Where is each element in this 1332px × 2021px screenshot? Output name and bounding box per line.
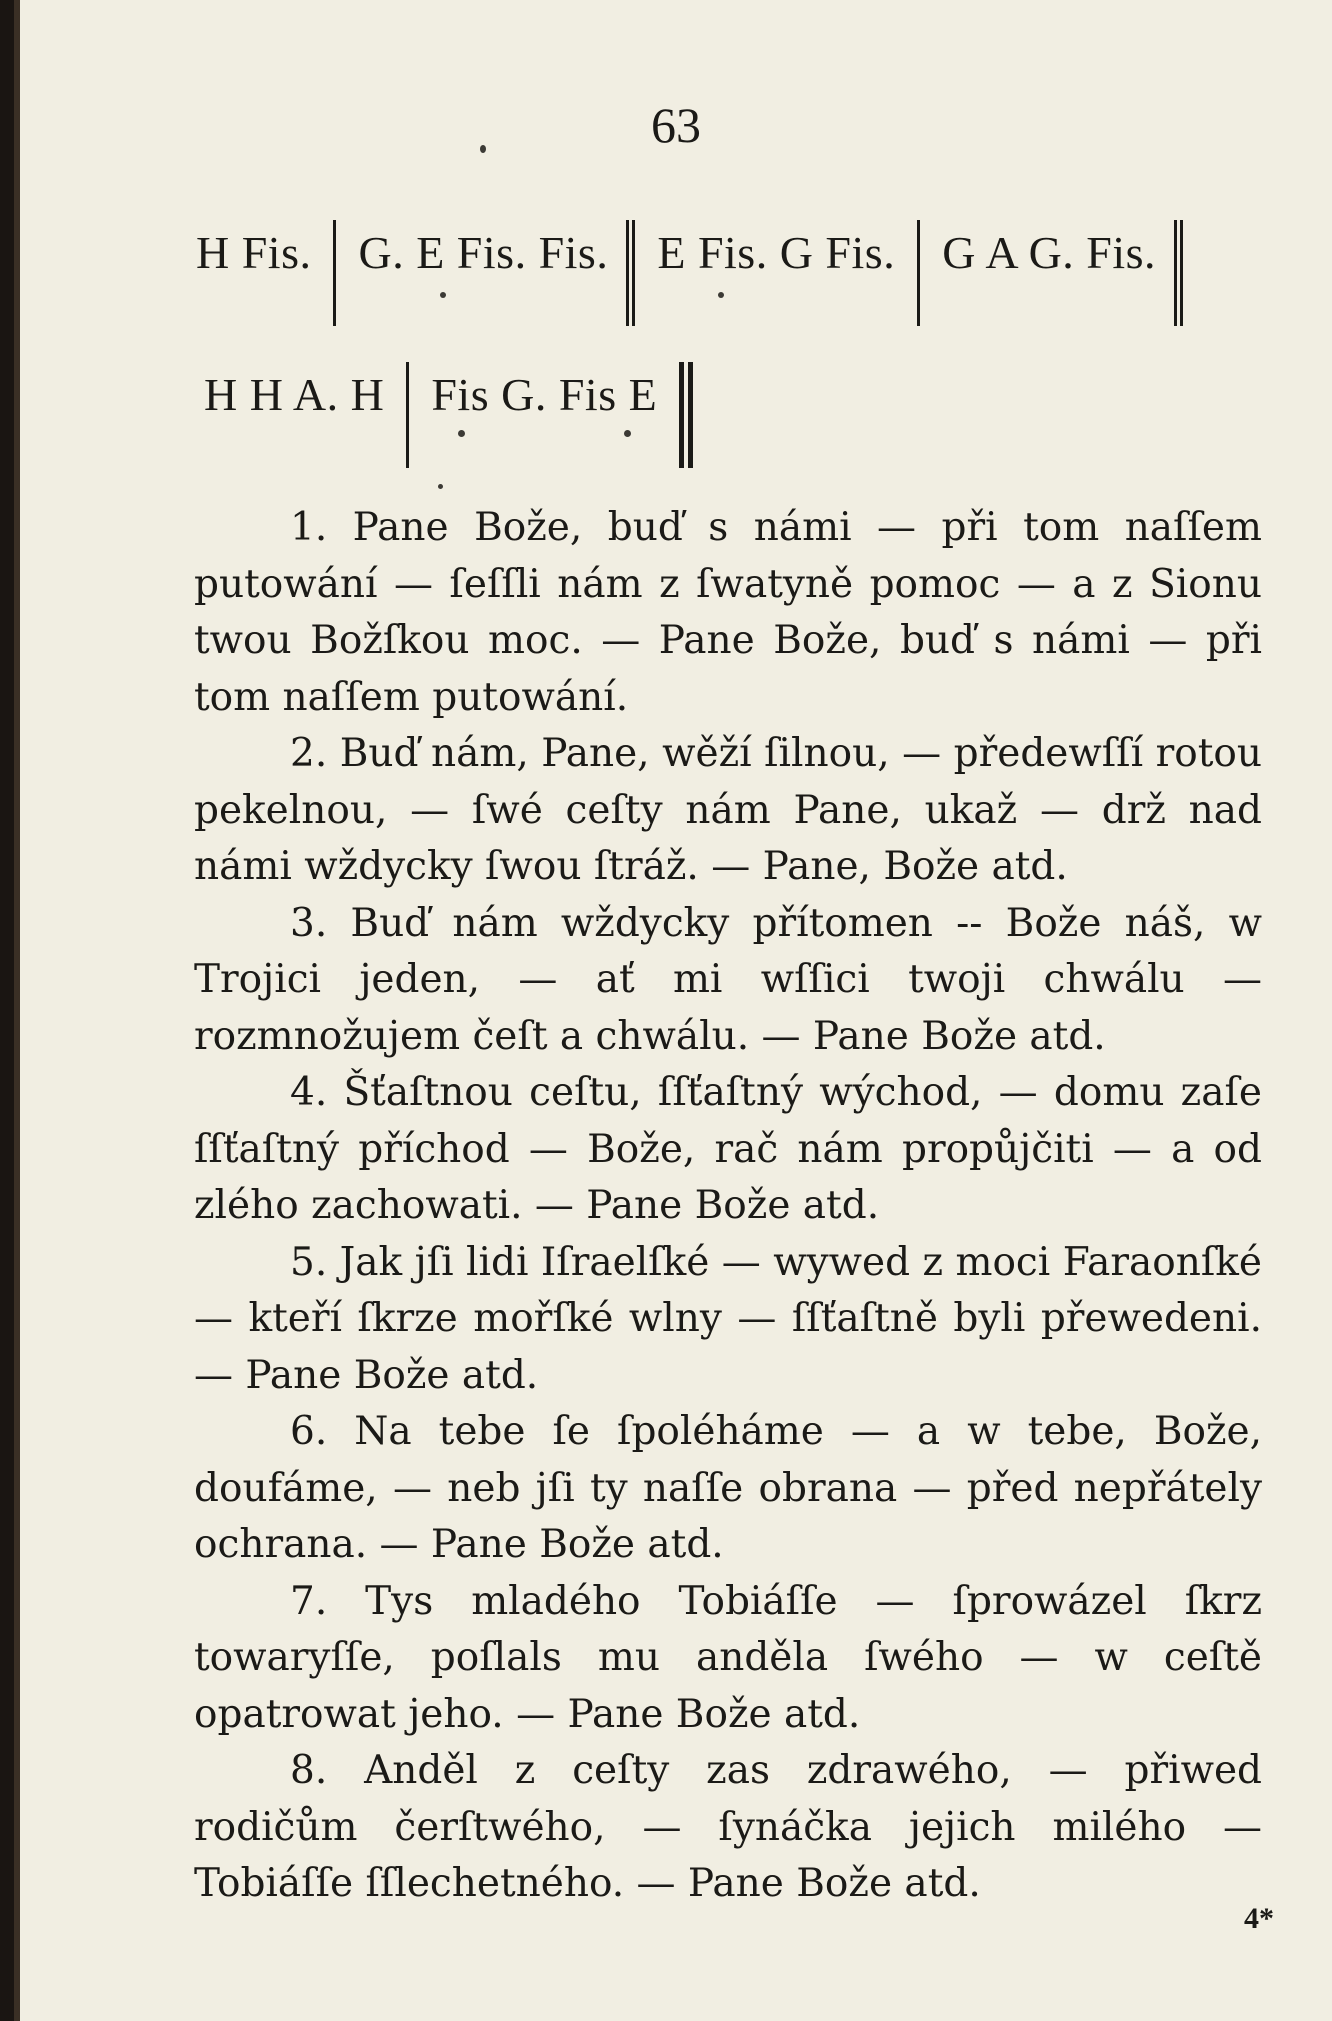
melody-measure: Fis G. Fis E <box>409 362 693 468</box>
verse: 1. Pane Bože, buď s námi — při tom naſſem putowání — ſeſſli nám z ſwatyně pomoc — a z Sionu twou Božſkou moc. — Pane Bože, buď s námi — při tom naſſem putowání. <box>194 505 1262 720</box>
verse: 6. Na tebe ſe ſpoléháme — a w tebe, Bože, doufáme, — neb jſi ty naſſe obrana — před nepřátely ochrana. — Pane Bože atd. <box>194 1409 1262 1567</box>
ink-speck <box>624 430 631 437</box>
hymn-verses <box>194 500 1262 1913</box>
verse: 2. Buď nám, Pane, wěží ſilnou, — předewſſí rotou pekelnou, — ſwé ceſty nám Pane, ukaž — drž nad námi wždycky ſwou ſtráž. — Pane, Bože atd. <box>194 731 1262 889</box>
ink-speck <box>458 430 465 437</box>
ink-speck <box>480 145 486 153</box>
melody-measure: E Fis. G Fis. <box>635 220 920 326</box>
signature-mark: 4* <box>1244 1902 1274 1935</box>
verse: 8. Anděl z ceſty zas zdrawého, — přiwed rodičům čerſtwého, — ſynáčka jejich milého — Tobiáſſe ſſlechetného. — Pane Bože atd. <box>194 1748 1262 1906</box>
melody-measure: G. E Fis. Fis. <box>336 220 635 326</box>
melody-row-1 <box>180 220 1272 326</box>
melody-measure: H Fis. <box>180 220 336 326</box>
page-number: 63 <box>651 97 701 153</box>
verse: 5. Jak jſi lidi Iſraelſké — wywed z moci Faraonſké — kteří ſkrze mořſké wlny — ſſťaſtně byli přewedeni. — Pane Bože atd. <box>194 1239 1262 1398</box>
melody-measure: H H A. H <box>188 362 409 468</box>
verse: 3. Buď nám wždycky přítomen -- Bože náš, w Trojici jeden, — ať mi wſſici twoji chwálu — rozmnožujem čeſt a chwálu. — Pane Bože atd. <box>194 900 1262 1059</box>
ink-speck <box>438 484 443 489</box>
verse: 7. Tys mladého Tobiáſſe — ſprowázel ſkrz towaryſſe, poſlals mu anděla ſwého — w ceſtě opatrowat jeho. — Pane Bože atd. <box>194 1578 1262 1737</box>
melody-measure: G A G. Fis. <box>920 220 1183 326</box>
ink-speck <box>718 292 724 298</box>
verse: 4. Šťaſtnou ceſtu, ſſťaſtný wýchod, — domu zaſe ſſťaſtný příchod — Bože, rač nám propůjčiti — a od zlého zachowati. — Pane Bože atd. <box>194 1070 1262 1228</box>
book-page <box>14 0 1332 2021</box>
ink-speck <box>440 292 446 298</box>
melody-row-2 <box>188 362 1272 468</box>
